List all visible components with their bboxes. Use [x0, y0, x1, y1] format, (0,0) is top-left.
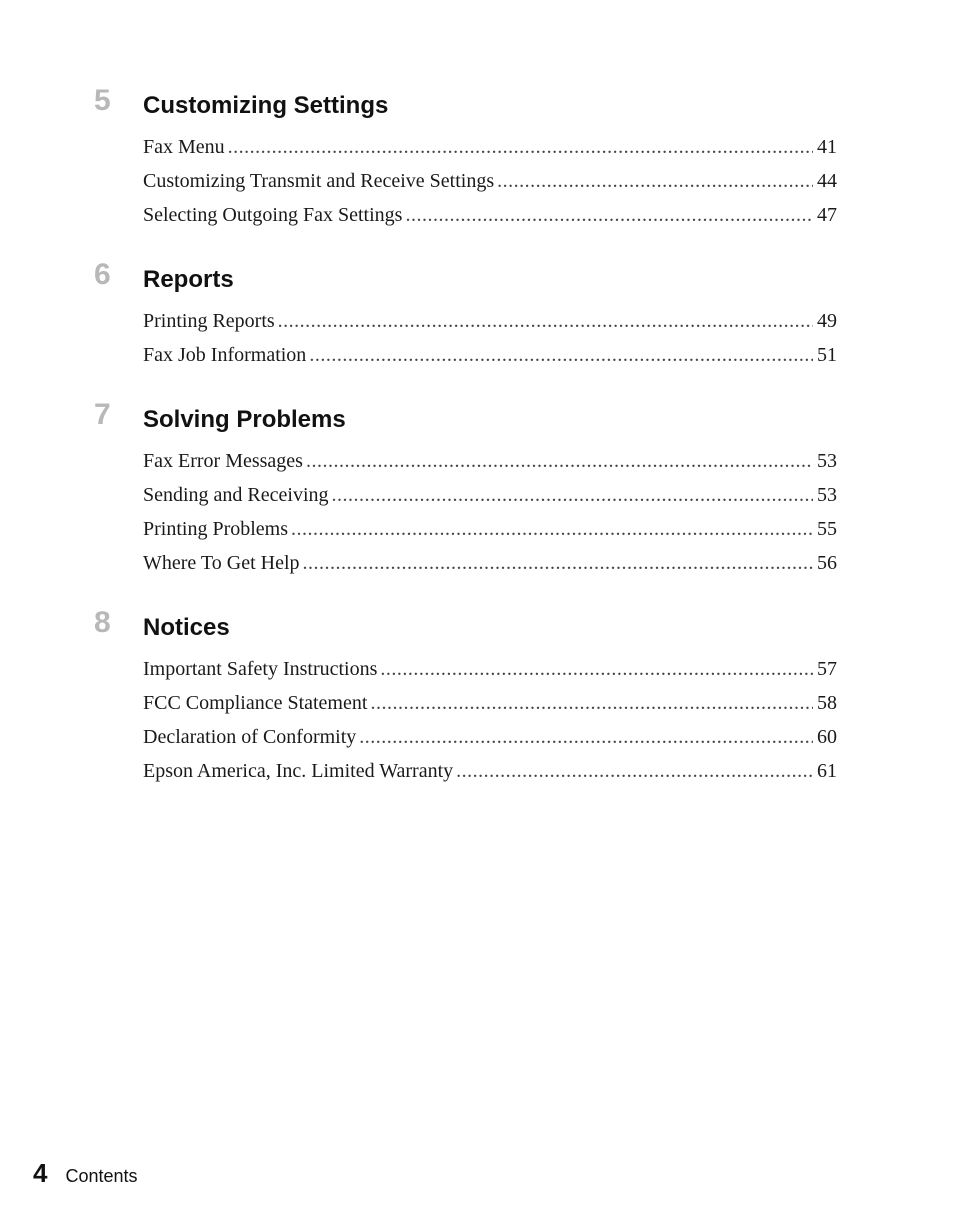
entry-title: Important Safety Instructions: [143, 658, 378, 680]
toc-entry-list: [143, 130, 837, 232]
toc-entry-list: [143, 304, 837, 372]
toc-entry[interactable]: [143, 720, 837, 754]
entry-page-number: 57: [817, 658, 837, 680]
dot-leader: [456, 754, 813, 788]
entry-page-number: 56: [817, 552, 837, 574]
entry-page-number: 53: [817, 484, 837, 506]
section-number: 6: [94, 258, 111, 291]
dot-leader: [332, 478, 813, 512]
dot-leader: [380, 652, 813, 686]
toc-entry[interactable]: [143, 130, 837, 164]
entry-title: Printing Problems: [143, 518, 289, 540]
entry-title: Epson America, Inc. Limited Warranty: [143, 760, 454, 782]
footer-page-number: 4: [33, 1158, 48, 1188]
entry-page-number: 58: [817, 692, 837, 714]
entry-title: Selecting Outgoing Fax Settings: [143, 204, 403, 226]
toc-entry[interactable]: [143, 546, 837, 580]
footer-label: Contents: [65, 1166, 138, 1186]
section-title: Notices: [143, 614, 230, 641]
toc-entry[interactable]: [143, 198, 837, 232]
entry-title: Declaration of Conformity: [143, 726, 357, 748]
dot-leader: [278, 304, 813, 338]
entry-title: FCC Compliance Statement: [143, 692, 368, 714]
entry-title: Fax Error Messages: [143, 450, 303, 472]
dot-leader: [228, 130, 813, 164]
entry-title: Customizing Transmit and Receive Settings: [143, 170, 495, 192]
section-title: Reports: [143, 266, 234, 293]
dot-leader: [303, 546, 813, 580]
entry-page-number: 61: [817, 760, 837, 782]
section-number: 7: [94, 398, 111, 431]
toc-entry-list: [143, 652, 837, 788]
entry-title: Fax Menu: [143, 136, 225, 158]
section-number: 8: [94, 606, 111, 639]
section-title: Solving Problems: [143, 406, 346, 433]
dot-leader: [370, 686, 813, 720]
entry-page-number: 53: [817, 450, 837, 472]
toc-entry-list: [143, 444, 837, 580]
dot-leader: [309, 338, 813, 372]
toc-entry[interactable]: [143, 754, 837, 788]
dot-leader: [497, 164, 813, 198]
entry-page-number: 49: [817, 310, 837, 332]
page-footer: [33, 1158, 138, 1189]
toc-entry[interactable]: [143, 652, 837, 686]
entry-page-number: 44: [817, 170, 837, 192]
dot-leader: [306, 444, 813, 478]
section-title: Customizing Settings: [143, 92, 389, 119]
entry-page-number: 47: [817, 204, 837, 226]
toc-entry[interactable]: [143, 164, 837, 198]
toc-entry[interactable]: [143, 304, 837, 338]
dot-leader: [405, 198, 813, 232]
toc-entry[interactable]: [143, 338, 837, 372]
dot-leader: [359, 720, 813, 754]
dot-leader: [291, 512, 813, 546]
entry-title: Where To Get Help: [143, 552, 300, 574]
toc-entry[interactable]: [143, 478, 837, 512]
entry-page-number: 60: [817, 726, 837, 748]
entry-title: Fax Job Information: [143, 344, 307, 366]
section-number: 5: [94, 84, 111, 117]
entry-page-number: 41: [817, 136, 837, 158]
toc-entry[interactable]: [143, 444, 837, 478]
toc-entry[interactable]: [143, 512, 837, 546]
entry-title: Sending and Receiving: [143, 484, 329, 506]
toc-entry[interactable]: [143, 686, 837, 720]
entry-page-number: 51: [817, 344, 837, 366]
entry-page-number: 55: [817, 518, 837, 540]
entry-title: Printing Reports: [143, 310, 275, 332]
